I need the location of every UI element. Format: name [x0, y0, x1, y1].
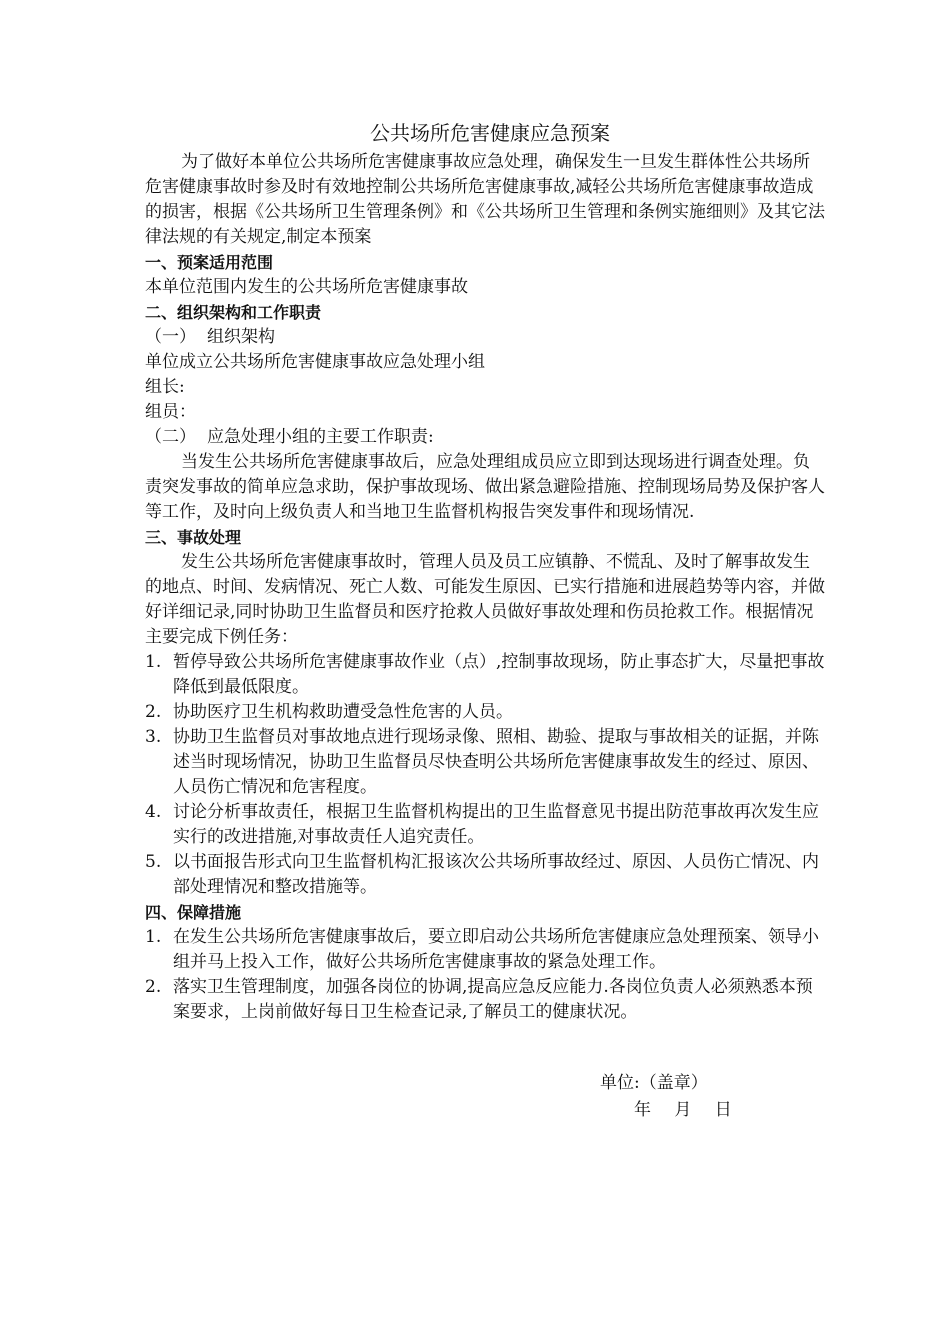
list-item-number: 1.	[145, 927, 162, 947]
section3-paragraph: 发生公共场所危害健康事故时，管理人员及员工应镇静、不慌乱、及时了解事故发生的地点、时间、发病情况、死亡人数、可能发生原因、已实行措施和进展趋势等内容，并做好详细记录,同时协助卫生监督员和医疗抢救人员做好事故处理和伤员抢救工作。根据情况主要完成下例任务：	[145, 552, 825, 647]
list-item-text: 在发生公共场所危害健康事故后，要立即启动公共场所危害健康应急处理预案、领导小组并马上投入工作，做好公共场所危害健康事故的紧急处理工作。	[173, 927, 819, 972]
org-line-members: 组员：	[145, 402, 196, 422]
subsection-organization	[145, 325, 825, 350]
section4-list	[145, 925, 825, 1025]
list-item	[145, 850, 825, 900]
document-body	[145, 118, 825, 1025]
list-item-text: 协助医疗卫生机构救助遭受急性危害的人员。	[173, 702, 513, 722]
section1-heading: 一、预案适用范围	[145, 253, 274, 272]
intro-paragraph: 为了做好本单位公共场所危害健康事故应急处理，确保发生一旦发生群体性公共场所危害健康事故时参及时有效地控制公共场所危害健康事故,减轻公共场所危害健康事故造成的损害，根据《公共场所卫生管理条例》和《公共场所卫生管理和条例实施细则》及其它法律法规的有关规定,制定本预案	[145, 152, 825, 247]
document-title: 公共场所危害健康应急预案	[370, 121, 610, 145]
org-line-leader: 组长:	[145, 377, 185, 397]
list-item-text: 暂停导致公共场所危害健康事故作业（点）,控制事故现场，防止事态扩大，尽量把事故降低到最低限度。	[173, 652, 825, 697]
list-item-text: 协助卫生监督员对事故地点进行现场录像、照相、勘验、提取与事故相关的证据，并陈述当时现场情况，协助卫生监督员尽快查明公共场所危害健康事故发生的经过、原因、人员伤亡情况和危害程度。	[173, 727, 819, 797]
signature-unit: 单位:（盖章）	[600, 1073, 708, 1093]
list-item	[145, 925, 825, 975]
subsection-duties	[145, 425, 825, 450]
section2-heading: 二、组织架构和工作职责	[145, 303, 322, 322]
list-item	[145, 725, 825, 800]
signature-block	[600, 1070, 732, 1124]
list-item	[145, 700, 825, 725]
subsection-number: （一）	[145, 327, 196, 347]
list-item-number: 5.	[145, 852, 162, 872]
subsection-number: （二）	[145, 427, 196, 447]
list-item	[145, 975, 825, 1025]
list-item-number: 2.	[145, 702, 162, 722]
signature-date: 年 月 日	[634, 1100, 732, 1120]
list-item-text: 讨论分析事故责任，根据卫生监督机构提出的卫生监督意见书提出防范事故再次发生应实行的改进措施,对事故责任人追究责任。	[173, 802, 819, 847]
subsection-title: 组织架构	[207, 327, 275, 347]
subsection-title: 应急处理小组的主要工作职责:	[207, 427, 434, 447]
list-item-text: 落实卫生管理制度，加强各岗位的协调,提高应急反应能力.各岗位负责人必须熟悉本预案要求，上岗前做好每日卫生检查记录,了解员工的健康状况。	[173, 977, 813, 1022]
section1-text: 本单位范围内发生的公共场所危害健康事故	[145, 277, 468, 297]
list-item-number: 4.	[145, 802, 162, 822]
list-item	[145, 800, 825, 850]
list-item-text: 以书面报告形式向卫生监督机构汇报该次公共场所事故经过、原因、人员伤亡情况、内部处理情况和整改措施等。	[173, 852, 819, 897]
list-item-number: 2.	[145, 977, 162, 997]
section3-list	[145, 650, 825, 900]
list-item-number: 1.	[145, 652, 162, 672]
duties-paragraph: 当发生公共场所危害健康事故后，应急处理组成员应立即到达现场进行调查处理。负责突发事故的简单应急求助，保护事故现场、做出紧急避险措施、控制现场局势及保护客人等工作，及时向上级负责人和当地卫生监督机构报告突发事件和现场情况.	[145, 452, 825, 522]
list-item	[145, 650, 825, 700]
list-item-number: 3.	[145, 727, 162, 747]
section3-heading: 三、事故处理	[145, 528, 242, 547]
org-line-group: 单位成立公共场所危害健康事故应急处理小组	[145, 352, 485, 372]
section4-heading: 四、保障措施	[145, 903, 242, 922]
